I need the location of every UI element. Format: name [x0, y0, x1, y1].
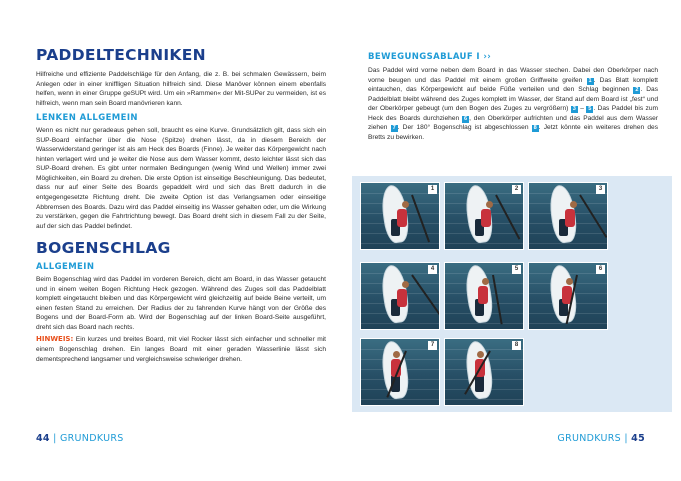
step-badge-8: 8: [533, 125, 537, 132]
paddler-head: [402, 201, 409, 208]
photo-sequence-panel: [352, 176, 672, 412]
paddler-body: [397, 209, 407, 227]
step-text: . Das Blatt komplett eintauchen, das Körpergewicht auf beide Füße verteilen und den Schlag beginnen: [368, 76, 659, 94]
heading-allgemein: ALLGEMEIN: [36, 262, 95, 273]
paddle: [411, 274, 440, 316]
right-footer: GRUNDKURS | 45: [557, 433, 645, 444]
photo-number-badge: 2: [512, 185, 521, 194]
water-ripple: [445, 323, 523, 324]
paddler-body: [397, 289, 407, 307]
step-text: , den Oberkörper aufrichten und das Paddel aus dem Wasser ziehen: [368, 114, 658, 132]
photo-number-badge: 4: [428, 265, 437, 274]
paddle: [579, 194, 607, 237]
page-number-left: 44: [36, 433, 50, 444]
heading-bewegungsablauf: BEWEGUNGSABLAUF I ››: [368, 52, 492, 62]
water-ripple: [529, 243, 607, 244]
step-text: . Der 180° Bogenschlag ist abgeschlossen: [397, 124, 532, 132]
heading-paddeltechniken: PADDELTECHNIKEN: [36, 46, 206, 64]
page-number-right: 45: [631, 433, 645, 444]
step-badge-2: 2: [635, 87, 639, 94]
footer-label-left: GRUNDKURS: [59, 433, 124, 444]
paddler-body: [478, 286, 488, 304]
paddle: [411, 195, 430, 243]
step-badge-6: 6: [464, 115, 468, 122]
sup-photo-4: [360, 262, 440, 330]
step-badge-5: 5: [588, 106, 592, 113]
step-text: –: [577, 105, 587, 113]
paddler-head: [570, 201, 577, 208]
photo-number-badge: 5: [512, 265, 521, 274]
step-text: . Das Paddel bis zum Heck des Boards durchziehen: [368, 105, 658, 122]
paddler-head: [402, 281, 409, 288]
intro-paragraph: Hilfreiche und effiziente Paddelschläge für den Anfang, die z. B. bei schmalen Gewässern, beim Anlegen oder in einer kniffligen Situation hilfreich sind. Diese Manöver können einem ebenfalls helfen, wenn in einer Gruppe geSUPt wird. Um ein »Rammen« der Mit-SUPer zu vermeiden, ist es hilfreich, wenn man sein Board manövrieren kann.: [36, 71, 326, 107]
photo-number-badge: 1: [428, 185, 437, 194]
left-page: [0, 0, 340, 481]
step-text: Das Paddel wird vorne neben dem Board in das Wasser stechen. Dabei den Oberkörper nach vorne beugen und das Paddel mit einem großen Griffweite greifen: [368, 67, 658, 84]
paddler-body: [565, 209, 575, 227]
paddler-head: [486, 201, 493, 208]
paddler-body: [481, 209, 491, 227]
left-column: [36, 46, 326, 364]
heading-lenken-allgemein: LENKEN ALLGEMEIN: [36, 113, 138, 124]
heading-bogenschlag: BOGENSCHLAG: [36, 239, 171, 258]
step-text: . Das Paddelblatt bleibt während des Zuges komplett im Wasser, der Stand auf dem Board ist „fest“ und der Oberkörper gebeugt (um den Bogen des Zuges zu vergrößern): [368, 86, 659, 113]
sup-photo-8: [444, 338, 524, 406]
sup-photo-2: [444, 182, 524, 250]
bogenschlag-paragraph: Beim Bogenschlag wird das Paddel im vorderen Bereich, dicht am Board, in das Wasser getaucht und in einem weiten Bogen Richtung Heck gezogen. Während des Zuges soll das Paddelblatt komplett eingetaucht bleiben und das Körpergewicht wird gleichzeitig auf beide Beine verteilt, um einen festen Stand zu erreichen. Der Radius der zu fahrenden Kurve hängt von der Größe des Bogens und der Board-Form ab. Wird der Bogenschlag auf der linken Board-Seite ausgeführt, dreht sich das Board nach rechts.: [36, 276, 326, 331]
sup-photo-5: [444, 262, 524, 330]
water-ripple: [361, 243, 439, 244]
sup-photo-3: [528, 182, 608, 250]
water-ripple: [361, 323, 439, 324]
water-ripple: [445, 399, 523, 400]
water-ripple: [529, 323, 607, 324]
paddler-head: [477, 351, 484, 358]
paddler-head: [393, 351, 400, 358]
paddler-head: [482, 278, 489, 285]
sup-photo-7: [360, 338, 440, 406]
sup-photo-1: [360, 182, 440, 250]
sup-photo-6: [528, 262, 608, 330]
photo-number-badge: 3: [596, 185, 605, 194]
left-footer: 44 | GRUNDKURS: [36, 433, 124, 444]
lenken-paragraph: Wenn es nicht nur geradeaus gehen soll, braucht es eine Kurve. Grundsätzlich gilt, dass sich ein SUP-Board einfacher über die Nose (Spitze) drehen lässt, da in diesem Bereich der Wasserwiderstand geringer ist als am Heck des Boards (Finne). Je weiter das Körpergewicht nach hinten verlagert wird und je weiter die Nose aus dem Wasser kommt, desto leichter lässt sich das SUP-Board drehen. Es gibt unter normalen Bedingungen (wenig Wind und Wellen) immer zwei Möglichkeiten, ein Board zu drehen. Die erste Option ist einseitige Beschleunigung. Das bedeutet, dass nur auf einer Seite des Boards gepaddelt wird und sich das Brett dadurch in die entgegengesetzte Richtung dreht. Die zweite Option ist das Verlangsamen oder einseitige Abbremsen des Boards. Dazu wird das Paddel einseitig ins Wasser gehalten oder, um die Wirkung zu verstärken, gegen die Fahrtrichtung bewegt. Das Board dreht sich in diesem Fall zu der Seite, auf der sich das Paddel befindet.: [36, 127, 326, 230]
bewegungsablauf-paragraph: [368, 66, 658, 142]
water-ripple: [445, 243, 523, 244]
right-page: [340, 0, 681, 481]
hinweis-paragraph: [36, 335, 326, 364]
footer-label-right: GRUNDKURS: [557, 433, 622, 444]
paddler-head: [566, 278, 573, 285]
water-ripple: [361, 399, 439, 400]
step-badge-1: 1: [588, 77, 592, 84]
step-text: . Jetzt könnte ein weiteres drehen des Bretts zu bewirken.: [368, 124, 658, 141]
step-badge-7: 7: [392, 125, 396, 132]
step-badge-3: 3: [572, 106, 576, 113]
hinweis-label: HINWEIS:: [36, 335, 74, 344]
paddler-legs: [475, 375, 484, 392]
hinweis-text: Ein kurzes und breites Board, mit viel Rocker lässt sich einfacher und schneller mit einem Bogenschlag drehen. Ein langes Board mit einer geraden Wasserlinie lässt sich dementsprechend langsamer und vergleichsweise schwieriger drehen.: [36, 336, 326, 363]
photo-number-badge: 8: [512, 341, 521, 350]
right-column: [368, 52, 658, 142]
photo-number-badge: 6: [596, 265, 605, 274]
photo-number-badge: 7: [428, 341, 437, 350]
